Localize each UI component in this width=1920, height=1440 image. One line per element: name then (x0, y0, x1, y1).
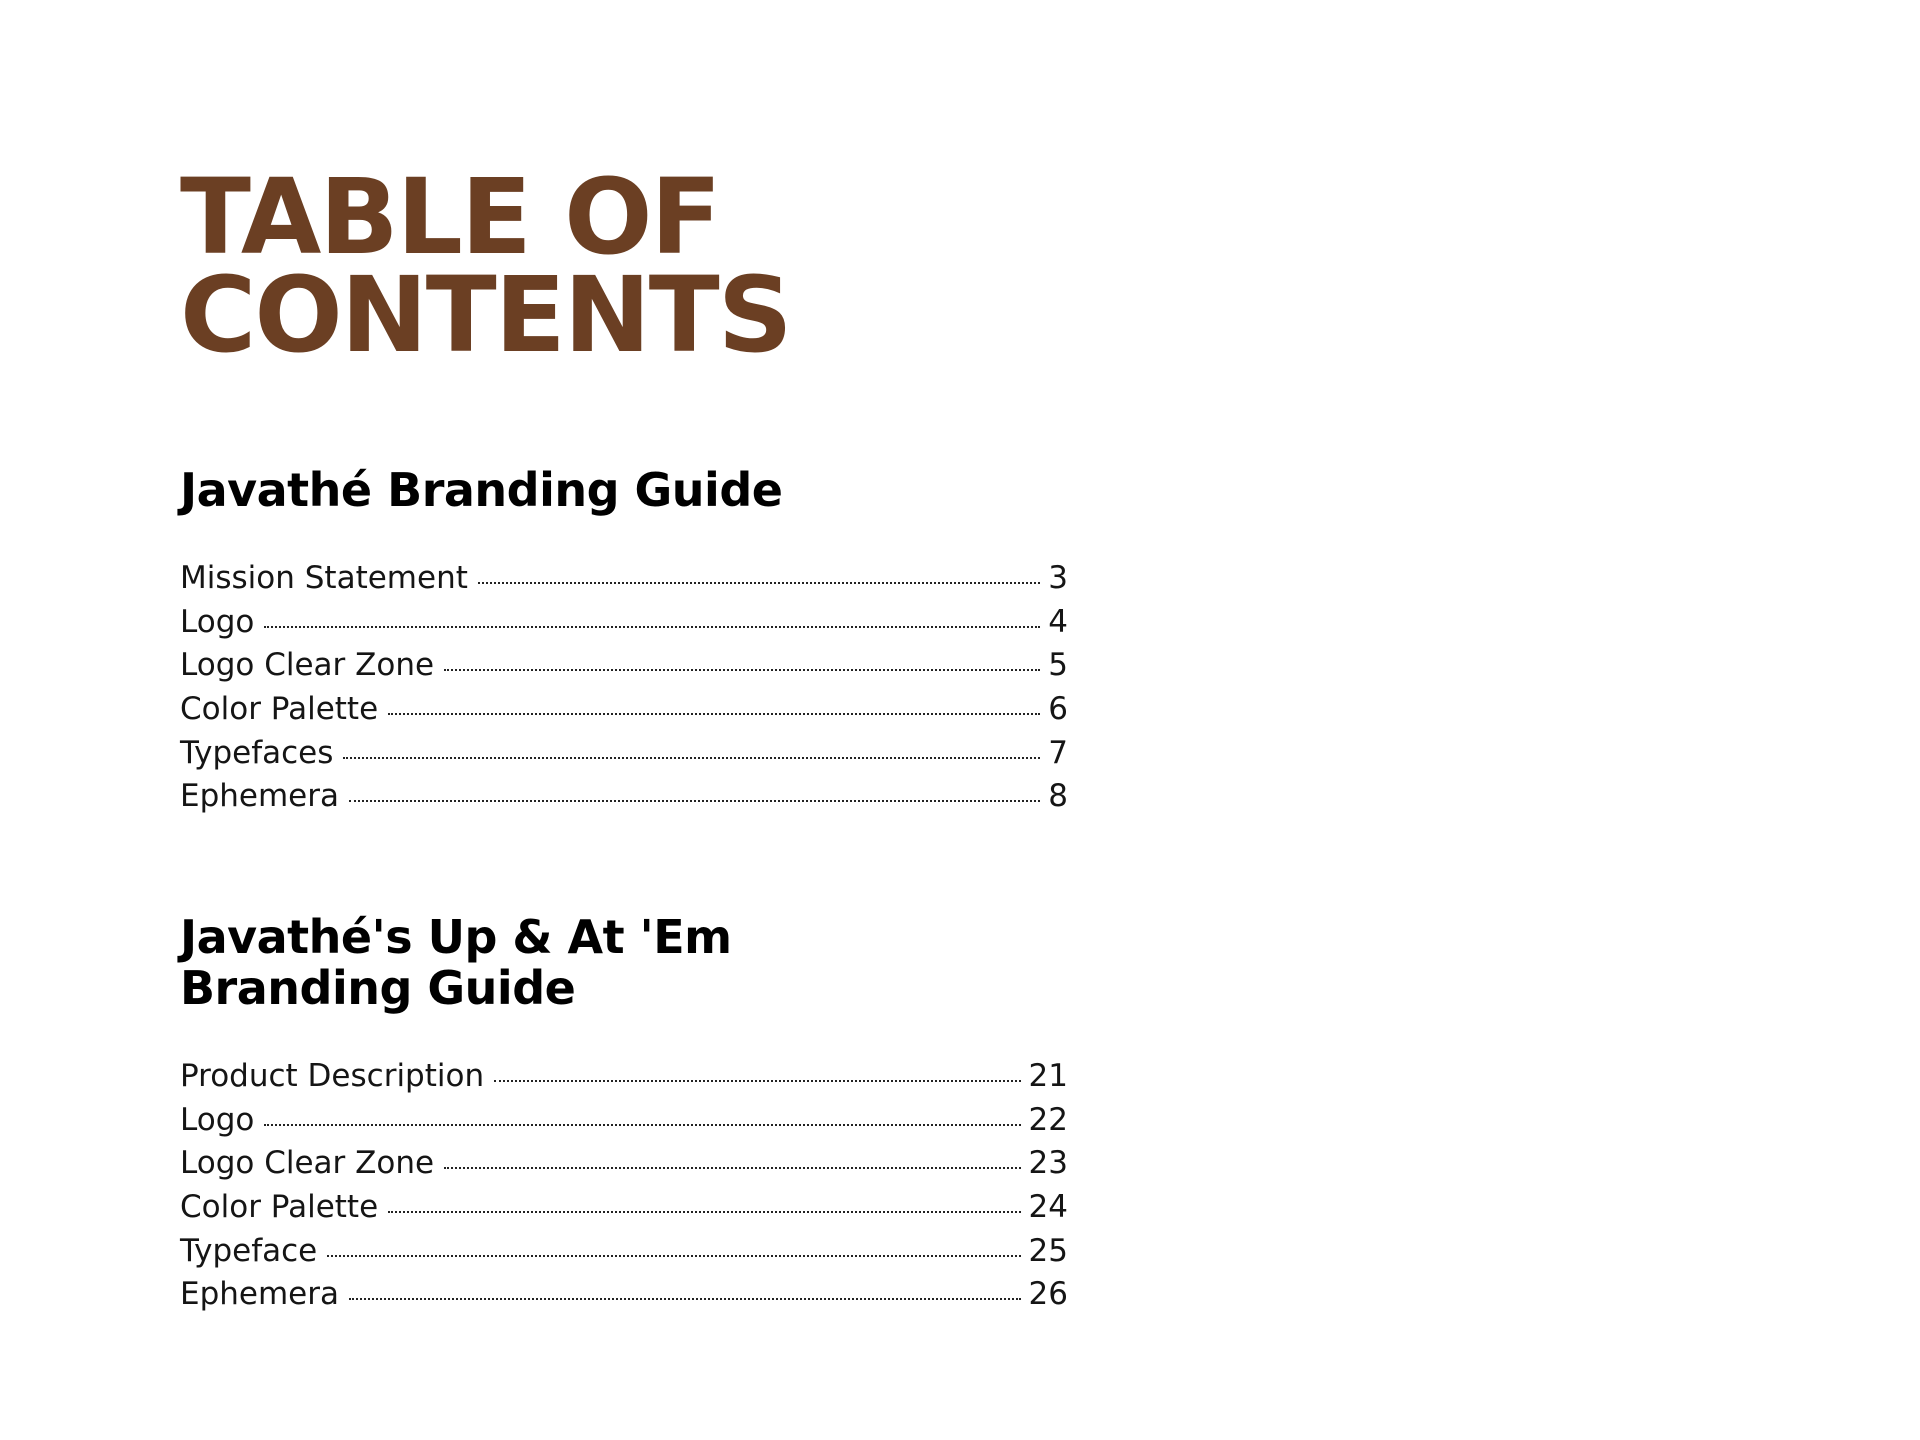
section-heading-line-1: Javathé Branding Guide (180, 463, 783, 517)
toc-entry-label: Typefaces (180, 734, 334, 771)
dot-leader (264, 1124, 1020, 1126)
section-heading-line-1: Javathé's Up & At 'Em (180, 910, 732, 964)
title-line-1: TABLE OF (180, 156, 720, 278)
toc-entry-page-number: 6 (1048, 691, 1068, 728)
dot-leader (388, 713, 1040, 715)
toc-entry-page-number: 3 (1048, 560, 1068, 596)
toc-entry-page-number: 21 (1028, 1058, 1068, 1094)
toc-entry-page-number: 7 (1048, 734, 1068, 771)
toc-entry-label: Logo (180, 1101, 255, 1138)
toc-entry-page-number: 5 (1048, 647, 1068, 684)
toc-entry[interactable] (180, 1055, 1068, 1099)
toc-entry[interactable] (180, 1142, 1068, 1186)
dot-leader (444, 1167, 1021, 1169)
page-title (180, 156, 791, 376)
toc-entry[interactable] (180, 1230, 1068, 1274)
dot-leader (327, 1255, 1020, 1257)
toc-entry-page-number: 24 (1028, 1189, 1068, 1226)
toc-entry[interactable] (180, 1186, 1068, 1230)
dot-leader (349, 1298, 1021, 1300)
toc-entry-label: Product Description (180, 1058, 485, 1094)
dot-leader (444, 669, 1040, 671)
toc-section-branding-guide (180, 465, 1068, 819)
dot-leader (478, 582, 1040, 584)
dot-leader (343, 757, 1040, 759)
toc-entry-list (180, 1055, 1068, 1317)
toc-entry-page-number: 22 (1028, 1101, 1068, 1138)
toc-entry[interactable] (180, 601, 1068, 645)
dot-leader (264, 626, 1040, 628)
toc-entry-page-number: 8 (1048, 778, 1068, 815)
toc-entry[interactable] (180, 1273, 1068, 1317)
toc-entry[interactable] (180, 732, 1068, 776)
section-heading (180, 912, 1068, 1014)
toc-entry[interactable] (180, 688, 1068, 732)
toc-entry-label: Ephemera (180, 1276, 339, 1313)
toc-entry-label: Logo Clear Zone (180, 1145, 435, 1182)
toc-entry[interactable] (180, 557, 1068, 601)
toc-entry-page-number: 23 (1028, 1145, 1068, 1182)
toc-entry[interactable] (180, 775, 1068, 819)
title-line-2: CONTENTS (180, 254, 791, 376)
toc-entry-label: Typeface (180, 1232, 318, 1269)
toc-entry-label: Logo Clear Zone (180, 647, 435, 684)
toc-entry-label: Ephemera (180, 778, 339, 815)
toc-entry-page-number: 26 (1028, 1276, 1068, 1313)
dot-leader (349, 800, 1040, 802)
section-heading-line-2: Branding Guide (180, 961, 576, 1015)
section-heading (180, 465, 1068, 516)
toc-entry-list (180, 557, 1068, 819)
toc-section-up-and-at-em-guide (180, 912, 1068, 1317)
dot-leader (388, 1211, 1020, 1213)
toc-entry-label: Logo (180, 603, 255, 640)
toc-entry-page-number: 25 (1028, 1232, 1068, 1269)
toc-entry-label: Color Palette (180, 691, 379, 728)
toc-entry[interactable] (180, 1099, 1068, 1143)
dot-leader (494, 1080, 1020, 1082)
toc-entry-label: Mission Statement (180, 560, 468, 596)
toc-entry-label: Color Palette (180, 1189, 379, 1226)
toc-entry-page-number: 4 (1048, 603, 1068, 640)
toc-entry[interactable] (180, 644, 1068, 688)
